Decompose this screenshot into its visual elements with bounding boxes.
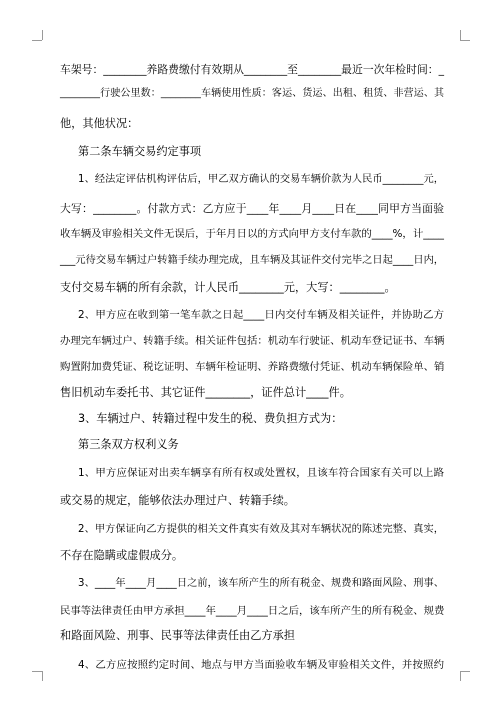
- text-line: 不存在隐瞒或虚假成分。: [60, 549, 184, 562]
- crop-mark-top-left-v: [42, 30, 43, 40]
- text-line: 支付交易车辆的所有余款，计人民币________元，大写：________。: [60, 281, 396, 294]
- text-line: 1、甲方应保证对出卖车辆享有所有权或处置权，且该车符合国家有关可以上路: [78, 467, 444, 479]
- text-line: 售旧机动车委托书、其它证件________，证件总计____件。: [60, 386, 351, 399]
- text-line: 大写：________。付款方式：乙方应于____年____月____日在____同甲方当面验: [60, 202, 444, 215]
- text-line: 2、甲方应在收到第一笔车款之日起____日内交付车辆及相关证件，并协助乙方: [78, 309, 444, 321]
- text-line: 办理完车辆过户、转籍手续。相关证件包括：机动车行驶证、机动车登记证书、车辆: [60, 335, 445, 347]
- text-line: 1、经法定评估机构评估后，甲乙双方确认的交易车辆价款为人民币________元，: [78, 174, 444, 185]
- text-line: 3、____年____月____日之前，该车所产生的所有税金、规费和路面风险、刑事、: [78, 578, 444, 589]
- text-line: ___元待交易车辆过户转籍手续办理完成，且车辆及其证件交付完毕之日起____日内，: [60, 255, 444, 266]
- text-line: 收车辆及审验相关文件无误后，于年月日以的方式向甲方支付车款的____%，计____: [60, 228, 444, 240]
- crop-mark-bottom-right-h: [460, 671, 470, 672]
- text-line: 和路面风险、刑事、民事等法律责任由乙方承担: [60, 629, 295, 642]
- text-line: 民事等法律责任由甲方承担____年____月____日之后，该车所产生的所有税金、规费: [60, 605, 445, 617]
- text-line: 4、乙方应按照约定时间、地点与甲方当面验收车辆及审验相关文件，并按照约: [78, 659, 444, 671]
- text-line: 购置附加费凭证、税讫证明、车辆年检证明、养路费缴付凭证、机动车辆保险单、销: [60, 361, 445, 373]
- crop-mark-top-left-h: [32, 40, 42, 41]
- text-line: ________行驶公里数：________车辆使用性质：客运、货运、出租、租赁、非营运、其: [60, 88, 444, 99]
- text-line: 2、甲方保证向乙方提供的相关文件真实有效及其对车辆状况的陈述完整、真实，: [78, 524, 444, 535]
- crop-mark-bottom-right-v: [460, 671, 461, 681]
- text-line: 他，其他状况：: [60, 117, 139, 130]
- crop-mark-top-right-h: [460, 40, 470, 41]
- text-line: 车架号：________养路费缴付有效期从________至________最近一次年检时间：_: [60, 63, 444, 76]
- section-heading: 第二条车辆交易约定事项: [78, 145, 202, 158]
- text-line: 3、车辆过户、转籍过程中发生的税、费负担方式为：: [78, 412, 343, 425]
- crop-mark-bottom-left-h: [32, 671, 42, 672]
- section-heading: 第三条双方权利义务: [78, 438, 179, 451]
- text-line: 或交易的规定，能够依法办理过户、转籍手续。: [60, 494, 295, 507]
- crop-mark-bottom-left-v: [42, 671, 43, 681]
- crop-mark-top-right-v: [460, 30, 461, 40]
